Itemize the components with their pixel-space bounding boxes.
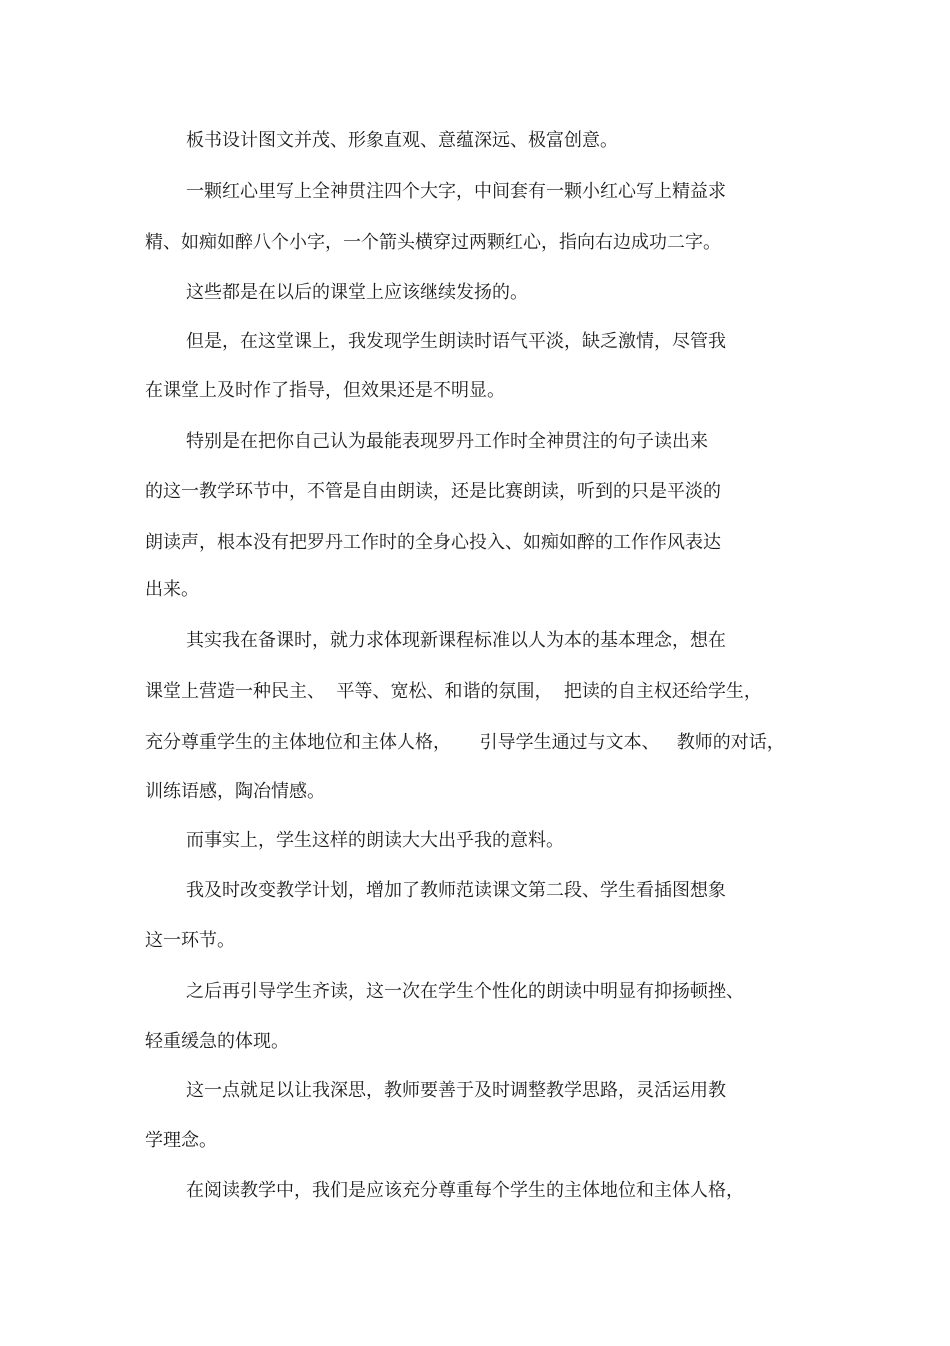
text-line-19: 轻重缓急的体现。 (145, 1031, 289, 1052)
text-line-4: 这些都是在以后的课堂上应该继续发扬的。 (186, 282, 528, 303)
text-line-8: 的这一教学环节中，不管是自由朗读，还是比赛朗读，听到的只是平淡的 (145, 481, 721, 502)
text-line-2: 一颗红心里写上全神贯注四个大字，中间套有一颗小红心写上精益求 (186, 181, 726, 202)
text-line-17: 这一环节。 (145, 930, 235, 951)
text-line-11: 其实我在备课时，就力求体现新课程标准以人为本的基本理念，想在 (186, 630, 726, 651)
text-line-1: 板书设计图文并茂、形象直观、意蕴深远、极富创意。 (186, 130, 618, 151)
text-line-12: 课堂上营造一种民主、 平等、宽松、和谐的氛围， 把读的自主权还给学生， (145, 681, 762, 702)
text-line-21: 学理念。 (145, 1130, 217, 1151)
text-line-9: 朗读声，根本没有把罗丹工作时的全身心投入、如痴如醉的工作作风表达 (145, 532, 721, 553)
text-line-6: 在课堂上及时作了指导，但效果还是不明显。 (145, 380, 505, 401)
text-line-20: 这一点就足以让我深思，教师要善于及时调整教学思路，灵活运用教 (186, 1080, 726, 1101)
text-line-15: 而事实上，学生这样的朗读大大出乎我的意料。 (186, 830, 564, 851)
text-line-10: 出来。 (145, 579, 199, 600)
text-line-3: 精、如痴如醉八个小字，一个箭头横穿过两颗红心，指向右边成功二字。 (145, 232, 721, 253)
text-line-5: 但是，在这堂课上，我发现学生朗读时语气平淡，缺乏激情，尽管我 (186, 331, 726, 352)
text-line-14: 训练语感，陶冶情感。 (145, 781, 325, 802)
text-line-7: 特别是在把你自己认为最能表现罗丹工作时全神贯注的句子读出来 (186, 431, 708, 452)
text-line-13: 充分尊重学生的主体地位和主体人格， 引导学生通过与文本、 教师的对话， (145, 732, 785, 753)
text-line-22: 在阅读教学中，我们是应该充分尊重每个学生的主体地位和主体人格， (186, 1180, 744, 1201)
text-line-18: 之后再引导学生齐读，这一次在学生个性化的朗读中明显有抑扬顿挫、 (186, 981, 744, 1002)
text-line-16: 我及时改变教学计划，增加了教师范读课文第二段、学生看插图想象 (186, 880, 726, 901)
